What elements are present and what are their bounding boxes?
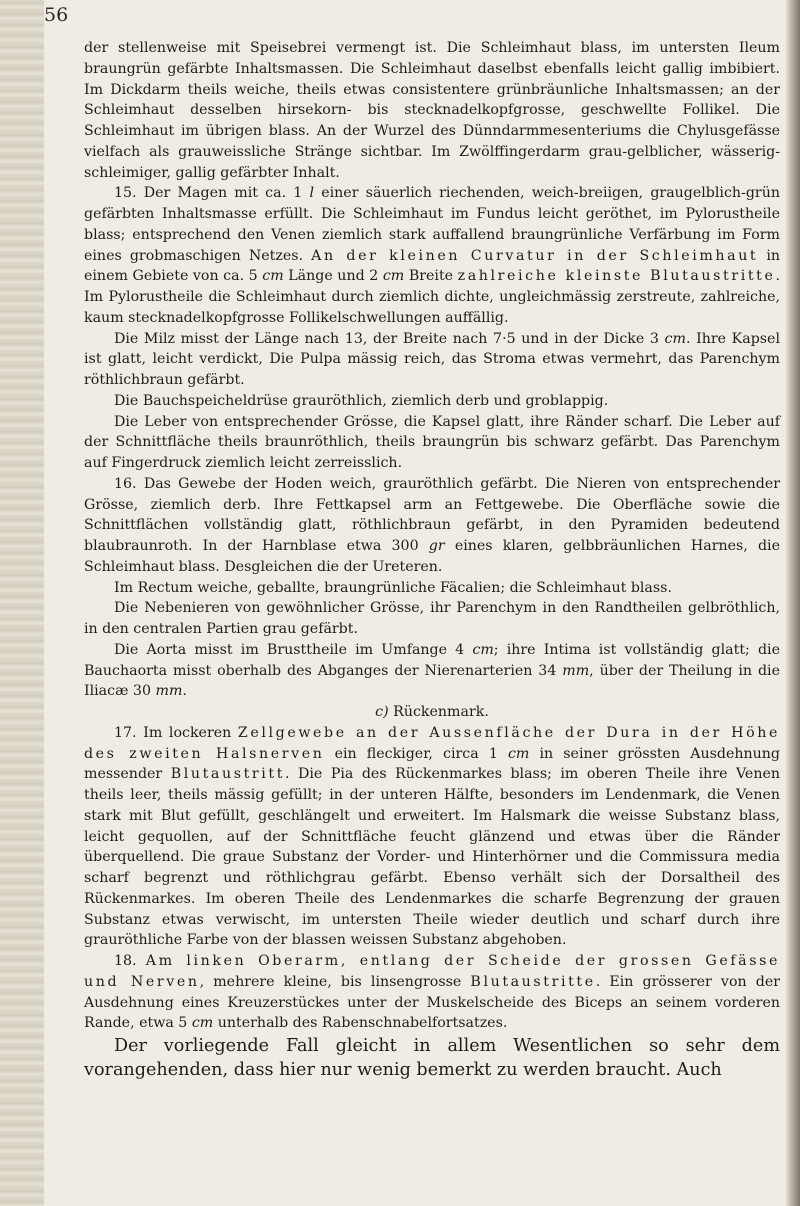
text-run: 15. Der Magen mit ca. 1 [114, 185, 310, 202]
text-run: . [182, 683, 187, 700]
italic-unit-text: mm [155, 683, 183, 700]
text-run: . Ihre Kapsel ist glatt, leicht verdickt, Die Pulpa mässig reich, das Stroma etwas vermehrt, das Parenchym röthlichbraun gefärbt. [84, 330, 780, 388]
text-run: Rückenmark. [388, 704, 489, 720]
text-run: . Ein grösserer von der Ausdehnung eines Kreuzerstückes unter der Muskelscheide des Biceps an seinem vorderen Rande, etwa 5 [84, 973, 780, 1032]
text-run: Die Aorta misst im Brusttheile im Umfange 4 [114, 641, 473, 658]
spaced-emphasis-text: Blutaustritt [170, 766, 286, 783]
text-run: der stellenweise mit Speisebrei vermengt ist. Die Schleimhaut blass, im untersten Ileum braungrün gefärbte Inhaltsmassen. Die Schleimhaut daselbst ebenfalls leicht gallig imbibiert. Im Dickdarm theils weiche, theils etwas consistentere grünbräunliche Inhaltsmassen; an der Schleimhaut desselben hirsekorn- bis stecknadelkopfgrosse, geschwellte Follikel. Die Schleimhaut im übrigen blass. An der Wurzel des Dünndarmmesenteriums die Chylusgefässe vielfach als grauweissliche Stränge sichtbar. Im Zwölffingerdarm grau-gelblicher, wässerig-schleimiger, gallig gefärbter Inhalt. [84, 40, 780, 181]
text-run: ; ihre Intima ist vollständig glatt; die Bauchaorta misst oberhalb des Abganges der Nierenarterien 34 [84, 641, 780, 679]
spaced-emphasis-text: An der kleinen Curvatur in der Schleimhaut [311, 247, 759, 264]
text-run: . Die Pia des Rückenmarkes blass; im oberen Theile ihre Venen theils leer, theils mässig gefüllt; in der unteren Hälfte, besonders im Lendenmark, die Venen stark mit Blut gefüllt, geschlängelt und erweitert. Im Halsmark die weisse Substanz blass, leicht gequollen, auf der Schnittfläche feucht glänzend und etwas über die Ränder überquellend. Die graue Substanz der Vorder- und Hinterhörner und die Commissura media scharf begrenzt und röthlichgrau gefärbt. Ebenso verhält sich der Dorsaltheil des Rückenmarkes. Im oberen Theile des Lendenmarkes die scharfe Begrenzung der grauen Substanz etwas verwischt, im untersten Theile wieder deutlich und scharf durch ihre grauröthliche Farbe von der blassen weissen Substanz abgehoben. [84, 766, 781, 949]
text-run: , über der Theilung in die Iliacæ 30 [84, 662, 780, 700]
paragraph [84, 474, 780, 578]
paragraph [84, 183, 780, 328]
text-run: Die Nebenieren von gewöhnlicher Grösse, ihr Parenchym in den Randtheilen gelbröthlich, in den centralen Partien grau gefärbt. [84, 600, 780, 637]
italic-unit-text: mm [562, 662, 590, 679]
paragraph [84, 951, 780, 1034]
spaced-emphasis-text: zahlreiche kleinste Blutaustritte [457, 268, 776, 285]
italic-unit-text: l [309, 185, 315, 202]
text-run: eines klaren, gelbbräunlichen Harnes, die Schleimhaut blass. Desgleichen die der Ureteren. [84, 538, 780, 575]
paragraph [84, 38, 780, 183]
text-run: unterhalb des Rabenschnabelfortsatzes. [213, 1015, 508, 1032]
italic-unit-text: cm [382, 268, 405, 285]
text-run: Die Milz misst der Länge nach 13, der Breite nach 7·5 und in der Dicke 3 [114, 330, 665, 347]
spaced-emphasis-text: Zellgewebe an der Aussenfläche der Dura in der Höhe des zweiten Halsnerven [84, 724, 780, 762]
italic-unit-text: cm [262, 268, 284, 285]
paragraph [84, 412, 780, 474]
italic-unit-text: gr [428, 538, 445, 554]
spaced-emphasis-text: Blutaustritte [470, 973, 596, 990]
text-run: Der vorliegende Fall gleicht in allem Wesentlichen so sehr dem vorangehenden, dass hier nur wenig bemerkt zu werden braucht. Auch [84, 1036, 780, 1080]
spaced-emphasis-text: Am linken Oberarm, entlang der Scheide der grossen Gefässe und Nerven [84, 953, 780, 990]
text-run: . Im Pylorustheile die Schleimhaut durch ziemlich dichte, ungleichmässig zerstreute, zahlreiche, kaum stecknadelkopfgrosse Follikelschwellungen auffällig. [84, 268, 780, 326]
paragraph [84, 578, 780, 599]
paragraph [84, 329, 780, 391]
paragraph [84, 598, 780, 640]
text-run: Im Rectum weiche, geballte, braungrünliche Fäcalien; die Schleimhaut blass. [114, 579, 672, 596]
paragraph [84, 702, 780, 723]
text-run: 18. [114, 953, 146, 969]
paragraph [84, 391, 780, 412]
text-run: in einem Gebiete von ca. 5 [84, 247, 781, 285]
body-text [84, 38, 780, 1082]
text-run: einer säuerlich riechenden, weich-breiigen, graugelblich-grün gefärbten Inhaltsmasse erfüllt. Die Schleimhaut im Fundus leicht geröthet, im Pylorustheile blass; entsprechend den Venen ziemlich stark auffallend braungrünliche Verfärbung im Form eines grobmaschigen Netzes. [84, 185, 780, 264]
page-number: 56 [44, 4, 69, 26]
text-run: Die Bauchspeicheldrüse grauröthlich, ziemlich derb und groblappig. [114, 392, 609, 409]
text-run: , mehrere kleine, bis linsengrosse [199, 973, 471, 990]
text-run: in seiner grössten Ausdehnung messender [84, 745, 780, 783]
text-run: 16. Das Gewebe der Hoden weich, grauröthlich gefärbt. Die Nieren von entsprechender Grösse, ziemlich derb. Ihre Fettkapsel arm an Fettgewebe. Die Oberfläche sowie die Schnittflächen vollständig glatt, röthlichbraun gefärbt, in den Pyramiden bedeutend blaubraunroth. In der Harnblase etwa 300 [84, 475, 780, 554]
text-run: Breite [404, 268, 458, 285]
page-left-margin-scan-shadow [0, 0, 44, 1206]
italic-unit-text: cm [507, 745, 530, 762]
text-run: ein fleckiger, circa 1 [324, 745, 508, 762]
italic-unit-text: cm [191, 1015, 214, 1032]
italic-unit-text: cm [664, 330, 686, 347]
italic-unit-text: c) [375, 704, 389, 720]
text-run: Länge und 2 [283, 268, 383, 285]
page-right-edge-shadow [786, 0, 800, 1206]
paragraph [84, 1034, 780, 1082]
italic-unit-text: cm [472, 641, 494, 658]
paragraph [84, 640, 780, 702]
text-run: Die Leber von entsprechender Grösse, die Kapsel glatt, ihre Ränder scharf. Die Leber auf der Schnittfläche theils braunröthlich, theils braungrün bis schwarz gefärbt. Das Parenchym auf Fingerdruck ziemlich leicht zerreisslich. [84, 413, 780, 471]
text-run: 17. Im lockeren [114, 724, 238, 741]
paragraph [84, 723, 780, 951]
